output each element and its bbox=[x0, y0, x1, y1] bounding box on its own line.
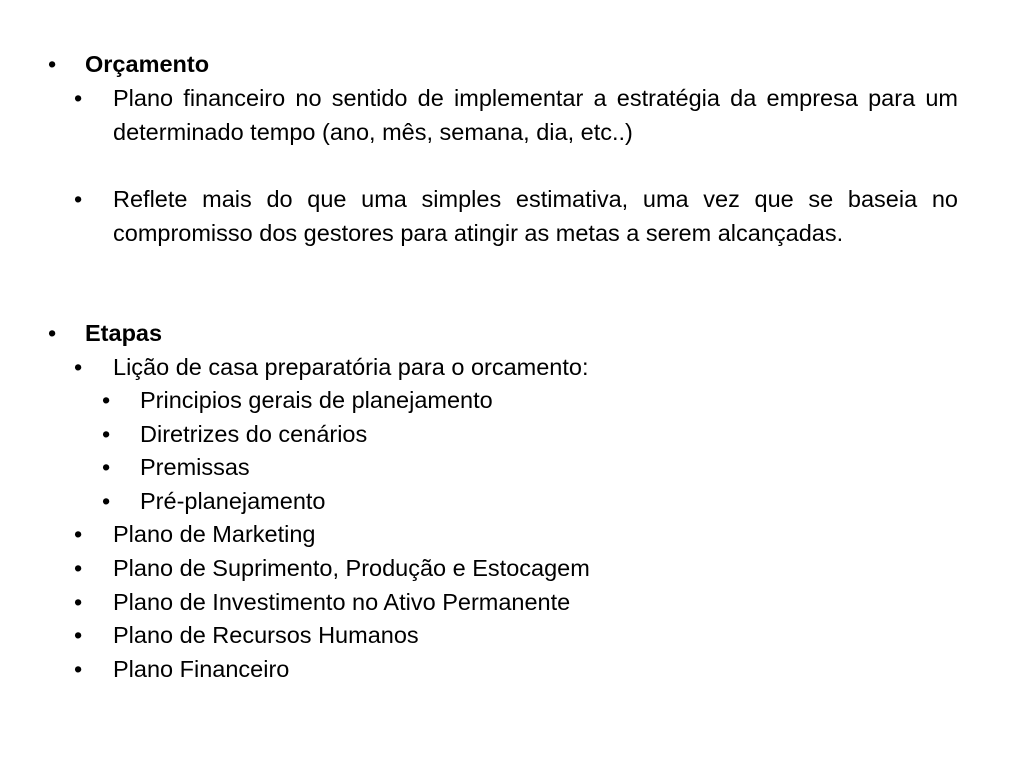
bullet-icon: • bbox=[74, 186, 83, 212]
etapas-subitem-label: Premissas bbox=[140, 454, 250, 480]
bullet-icon: • bbox=[102, 454, 111, 480]
heading-orcamento-label: Orçamento bbox=[85, 51, 210, 77]
etapas-item-label: Lição de casa preparatória para o orcamento: bbox=[113, 354, 589, 380]
etapas-item-label: Plano de Suprimento, Produção e Estocagem bbox=[113, 555, 590, 581]
bullet-icon: • bbox=[102, 387, 111, 413]
orcamento-item-2: Reflete mais do que uma simples estimativa, uma vez que se baseia no compromisso dos gestores para atingir as metas a serem alcançadas. bbox=[113, 186, 958, 246]
bullet-icon: • bbox=[74, 521, 83, 547]
bullet-icon: • bbox=[74, 555, 83, 581]
etapas-item-label: Plano de Recursos Humanos bbox=[113, 622, 419, 648]
bullet-icon: • bbox=[102, 421, 111, 447]
etapas-subitem-label: Diretrizes do cenários bbox=[140, 421, 368, 447]
etapas-item-label: Plano Financeiro bbox=[113, 656, 290, 682]
etapas-item-label: Plano de Marketing bbox=[113, 521, 316, 547]
etapas-subitem-label: Principios gerais de planejamento bbox=[140, 387, 493, 413]
bullet-icon: • bbox=[48, 320, 57, 346]
bullet-icon: • bbox=[74, 85, 83, 111]
bullet-icon: • bbox=[102, 488, 111, 514]
bullet-icon: • bbox=[74, 589, 83, 615]
bullet-icon: • bbox=[74, 656, 83, 682]
etapas-item-label: Plano de Investimento no Ativo Permanente bbox=[113, 589, 571, 615]
bullet-icon: • bbox=[48, 51, 57, 77]
etapas-subitem-label: Pré-planejamento bbox=[140, 488, 326, 514]
heading-etapas-label: Etapas bbox=[85, 320, 163, 346]
bullet-icon: • bbox=[74, 622, 83, 648]
bullet-icon: • bbox=[74, 354, 83, 380]
orcamento-item-1: Plano financeiro no sentido de implementar a estratégia da empresa para um determinado tempo (ano, mês, semana, dia, etc..) bbox=[113, 85, 958, 145]
